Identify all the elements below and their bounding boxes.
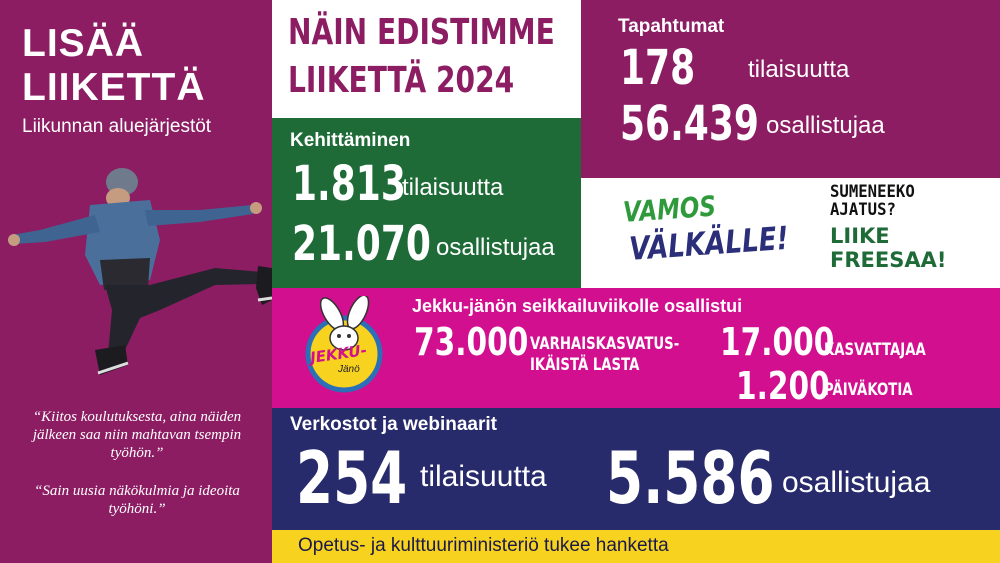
jekku-children-label-line2: IKÄISTÄ LASTA — [530, 355, 640, 375]
verkostot-participants-value: 5.586 — [606, 436, 775, 520]
jekku-children-label-line1: VARHAISKASVATUS- — [530, 334, 680, 354]
verkostot-heading: Verkostot ja webinaarit — [290, 414, 497, 435]
kehittaminen-heading: Kehittäminen — [290, 130, 411, 151]
kehittaminen-participants-label: osallistujaa — [436, 234, 555, 261]
vamos-logo-line2: VÄLKÄLLE! — [628, 218, 790, 268]
tapahtumat-events-label: tilaisuutta — [748, 56, 850, 83]
vamos-logo-line1: VAMOS — [622, 189, 717, 229]
verkostot-participants-label: osallistujaa — [782, 466, 931, 499]
headline-line2: LIIKETTÄ 2024 — [288, 60, 515, 101]
kehittaminen-events-label: tilaisuutta — [402, 174, 504, 201]
jekku-logo-subtext: Jänö — [338, 364, 360, 375]
subtitle: Liikunnan aluejärjestöt — [22, 116, 212, 137]
jekku-heading: Jekku-jänön seikkailuviikolle osallistui — [412, 296, 743, 316]
jumping-person-photo — [0, 160, 272, 390]
liike-logo-line2: FREESAA! — [830, 248, 947, 272]
footer-text: Opetus- ja kulttuuriministeriö tukee hanketta — [298, 535, 669, 556]
jekku-educators-label: KASVATTAJAA — [824, 340, 926, 360]
verkostot-events-value: 254 — [296, 436, 408, 520]
verkostot-events-label: tilaisuutta — [420, 460, 547, 493]
tapahtumat-participants-label: osallistujaa — [766, 112, 885, 139]
liike-logo-line1: LIIKE — [830, 224, 890, 248]
jekku-daycare-label: PÄIVÄKOTIA — [824, 380, 913, 400]
testimonial-quote-2: “Sain uusia näkökulmia ja ideoita työhöni.” — [34, 483, 240, 517]
kehittaminen-events-value: 1.813 — [292, 156, 406, 212]
jekku-educators-value: 17.000 — [720, 320, 835, 364]
kehittaminen-participants-value: 21.070 — [292, 216, 431, 272]
jekku-children-value: 73.000 — [414, 320, 529, 364]
main-title-line2: LIIKETTÄ — [22, 66, 206, 109]
jekku-daycare-value: 1.200 — [736, 364, 830, 408]
headline-line1: NÄIN EDISTIMME — [288, 12, 555, 53]
sumeneeko-logo-line1: SUMENEEKO — [830, 182, 915, 202]
testimonial-quote-1: “Kiitos koulutuksesta, aina näiden jälkeen saa niin mahtavan tsempin työhön.” — [32, 409, 242, 461]
main-title-line1: LISÄÄ — [22, 22, 144, 65]
tapahtumat-heading: Tapahtumat — [618, 16, 725, 37]
jekku-logo-text: JEKKU- — [309, 341, 368, 367]
sumeneeko-logo-line2: AJATUS? — [830, 200, 896, 220]
tapahtumat-participants-value: 56.439 — [620, 96, 759, 152]
tapahtumat-events-value: 178 — [620, 40, 696, 96]
